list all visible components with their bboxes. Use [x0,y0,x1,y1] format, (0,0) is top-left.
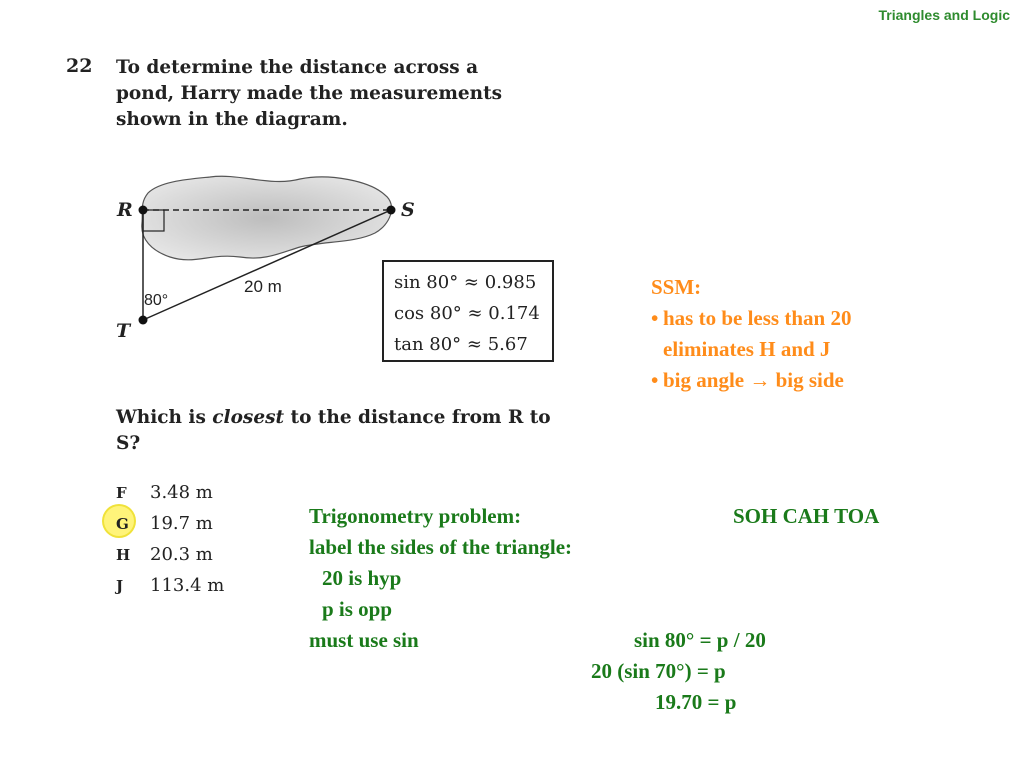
question-number: 22 [66,55,93,77]
solution-equation-3: 19.70 = p [655,690,737,714]
question-line-1: To determine the distance across a [116,57,479,78]
trig-values-box [382,260,554,362]
answer-value: 19.7 m [150,513,213,534]
solution-hyp: 20 is hyp [322,566,402,590]
answer-value: 113.4 m [150,575,225,596]
solution-must-use-sin: must use sin [309,628,419,652]
ssm-bullet-1-line-2: eliminates H and J [663,337,831,361]
sub-question-emphasis: closest [212,407,285,428]
bullet-dot-icon: • [651,306,659,330]
answer-choice-h [110,539,224,570]
pond-diagram [100,165,415,350]
sin-value: sin 80° ≈ 0.985 [394,272,537,293]
label-s: S [401,199,415,221]
ssm-title: SSM: [651,275,702,299]
question-line-2: pond, Harry made the measurements [116,83,503,104]
answer-letter: F [116,483,127,502]
cos-value: cos 80° ≈ 0.174 [394,303,540,324]
tan-value: tan 80° ≈ 5.67 [394,334,528,355]
point-s [387,206,396,215]
answer-value: 20.3 m [150,544,213,565]
sub-question [116,405,576,457]
solution-heading: Trigonometry problem: [309,504,522,528]
label-r: R [117,199,133,221]
angle-label: 80° [144,292,169,309]
pond-shape [142,176,392,260]
answer-value: 3.48 m [150,482,213,503]
solution-equation-2: 20 (sin 70°) = p [591,659,726,683]
answer-choices [110,477,224,601]
point-t [139,316,148,325]
point-r [139,206,148,215]
answer-letter: G [116,514,129,533]
ssm-bullet-1-text: has to be less than 20 [663,306,852,330]
answer-letter: H [116,545,131,564]
answer-letter: J [116,576,124,595]
question-text [116,55,566,133]
ssm-notes [651,272,851,396]
ssm-bullet-1 [651,303,851,334]
answer-choice-g [110,508,224,539]
ssm-bullet-2-text: big angle → big side [663,368,844,392]
question-line-3: shown in the diagram. [116,109,348,130]
solution-opp: p is opp [322,597,393,621]
answer-choice-f [110,477,224,508]
bullet-dot-icon: • [651,368,659,392]
hypotenuse-label: 20 m [244,277,282,296]
solution-label-sides: label the sides of the triangle: [309,535,573,559]
ssm-bullet-2 [651,365,851,396]
label-t: T [116,320,131,342]
sub-question-pre: Which is [116,407,213,428]
answer-choice-j [110,570,224,601]
slide-title: Triangles and Logic [878,7,1010,23]
soh-cah-toa: SOH CAH TOA [733,504,880,528]
ssm-bullet-1-cont [651,334,851,365]
sub-question-post: to the distance from R to S? [116,407,551,454]
solution-equation-1: sin 80° = p / 20 [634,628,766,652]
